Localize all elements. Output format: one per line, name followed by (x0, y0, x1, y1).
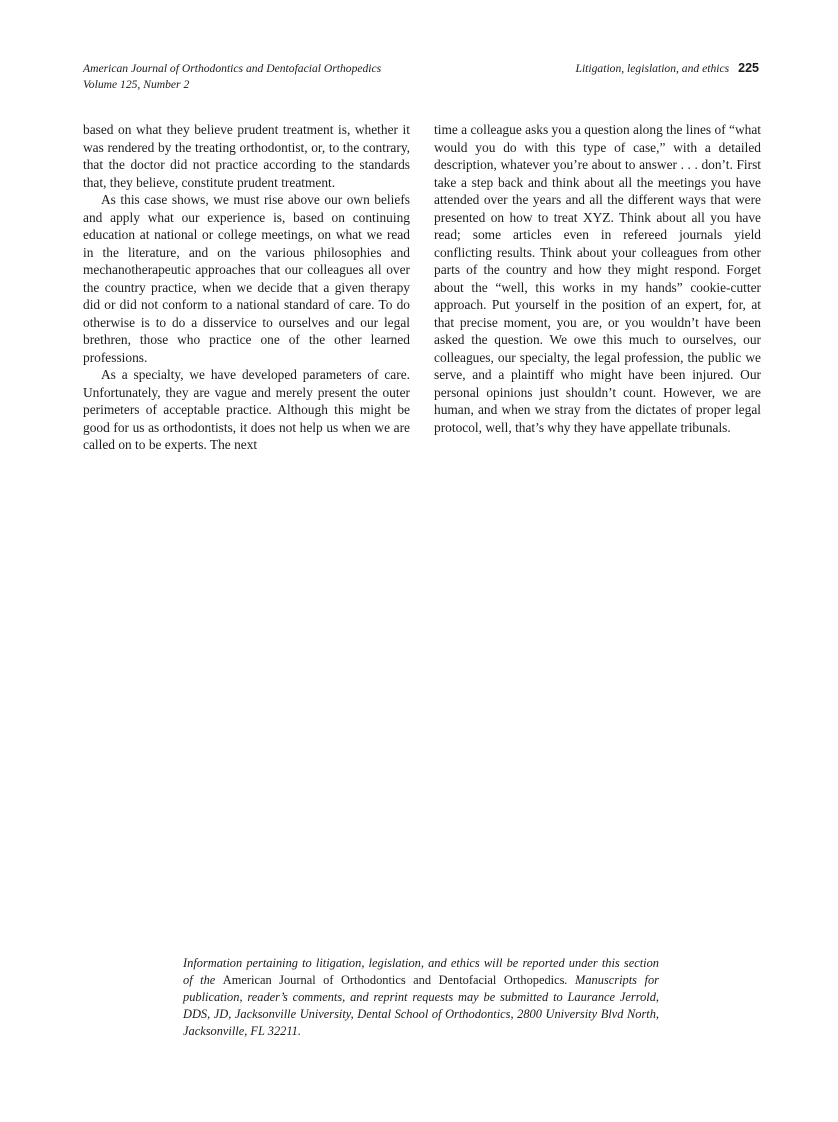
right-column (434, 121, 761, 454)
paragraph: based on what they believe prudent treatment is, whether it was rendered by the treating orthodontist, or, to the contrary, that the doctor did not practice according to the standards that, they believe, constitute prudent treatment. (83, 122, 410, 190)
volume-line: Volume 125, Number 2 (83, 77, 190, 91)
journal-title: American Journal of Orthodontics and Dentofacial Orthopedics (83, 62, 382, 75)
paragraph: As this case shows, we must rise above our own beliefs and apply what our experience is, based on continuing education at national or college meetings, on what we read in the literature, and on the various philosophies and mechanotherapeutic approaches that our colleagues all over the country practice, when we decide that a given therapy did or did not conform to a national standard of care. To do otherwise is to do a disservice to ourselves and our legal brethren, those who practice one of the other learned professions. (83, 192, 410, 365)
footer-note-submission-info: . Manuscripts for publication, reader’s comments, and reprint requests may be submitted to Laurance Jerrold, DDS, JD, Jacksonville University, Dental School of Orthodontics, 2800 University Blvd North, Jacksonville, FL 32211. (183, 973, 659, 1038)
footer-note-journal-name: American Journal of Orthodontics and Dentofacial Orthopedics (222, 973, 565, 987)
running-head (83, 61, 759, 92)
article-body (83, 121, 761, 454)
paragraph: time a colleague asks you a question along the lines of “what would you do with this type of case,” with a detailed description, whatever you’re about to answer . . . don’t. First take a step back and think about all the meetings you have attended over the years and all the different ways that were presented on how to treat XYZ. Think about all you have read; some articles even in refereed journals yield conflicting results. Think about your colleagues from other parts of the country and how they might respond. Forget about the “well, this works in my hands” cookie-cutter approach. Put yourself in the position of an expert, for, at that precise moment, you are, or you wouldn’t have been asked the question. We owe this much to ourselves, our colleagues, our specialty, the legal profession, the public we serve, and a plaintiff who might have been injured. Our personal opinions just shouldn’t count. However, we are human, and when we stray from the dictates of proper legal protocol, well, that’s why they have appellate tribunals. (434, 122, 761, 435)
running-head-left (83, 61, 381, 92)
left-column (83, 121, 410, 454)
section-title: Litigation, legislation, and ethics (575, 62, 730, 75)
footer-note (183, 955, 659, 1040)
running-head-right (576, 61, 759, 77)
page-number: 225 (738, 61, 759, 75)
footer-note-intro: Information pertaining to litigation, legislation, and ethics will be reported under this section of the (183, 956, 659, 987)
paragraph: As a specialty, we have developed parameters of care. Unfortunately, they are vague and merely present the outer perimeters of acceptable practice. Although this might be good for us as orthodontists, it does not help us when we are called on to be experts. The next (83, 367, 410, 452)
